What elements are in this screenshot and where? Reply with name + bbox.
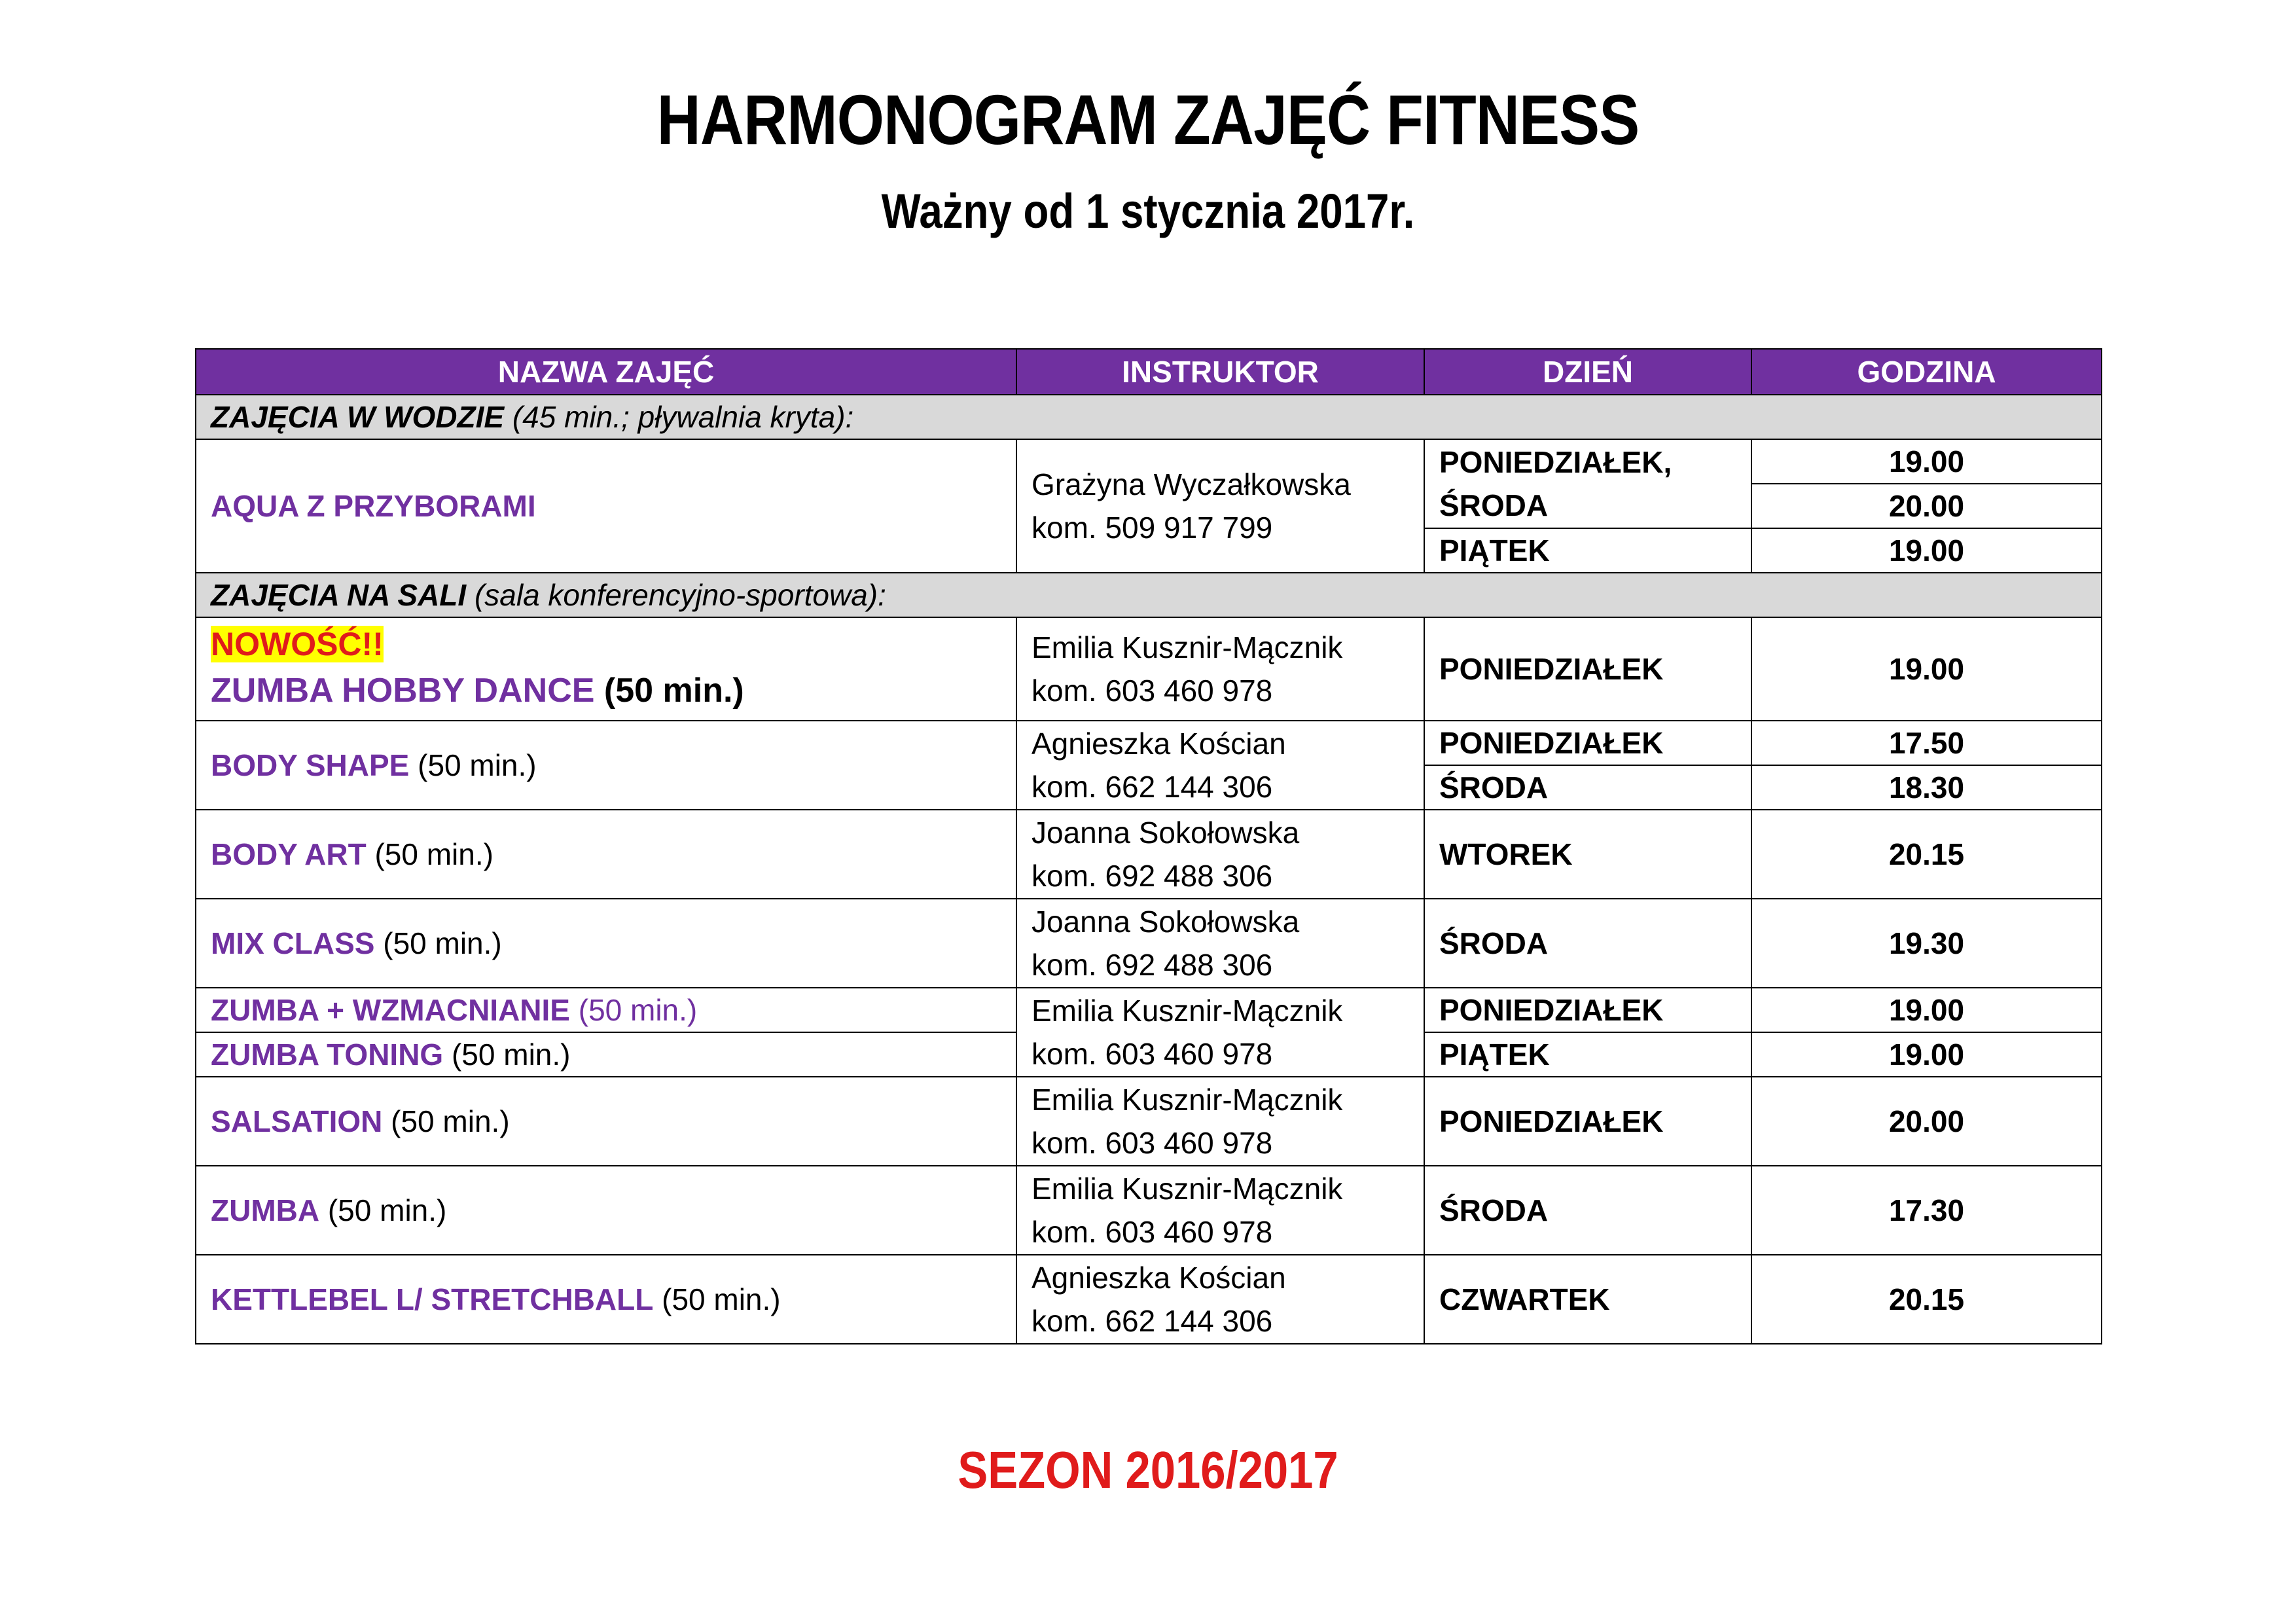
column-header-name: NAZWA ZAJĘĆ xyxy=(196,349,1016,395)
table-row xyxy=(196,1077,2102,1166)
instructor-cell: Emilia Kusznir-Mącznik kom. 603 460 978 xyxy=(1016,1166,1424,1255)
class-name-cell: ZUMBA TONING (50 min.) xyxy=(196,1032,1016,1077)
day-cell: WTOREK xyxy=(1424,810,1751,899)
new-badge: NOWOŚĆ!! xyxy=(211,626,384,662)
instructor-cell: Agnieszka Kościan kom. 662 144 306 xyxy=(1016,1255,1424,1344)
table-header-row xyxy=(196,349,2102,395)
section-label: ZAJĘCIA W WODZIE (45 min.; pływalnia kryta): xyxy=(196,395,2102,439)
table-row xyxy=(196,617,2102,721)
instructor-cell: Emilia Kusznir-Mącznik kom. 603 460 978 xyxy=(1016,1077,1424,1166)
page-subtitle: Ważny od 1 stycznia 2017r. xyxy=(881,184,1415,238)
day-cell: PONIEDZIAŁEK xyxy=(1424,617,1751,721)
hour-cell: 19.00 xyxy=(1751,528,2102,573)
season-label: SEZON 2016/2017 xyxy=(958,1441,1338,1499)
table-row xyxy=(196,721,2102,765)
hour-cell: 20.00 xyxy=(1751,1077,2102,1166)
class-name-cell: ZUMBA + WZMACNIANIE (50 min.) xyxy=(196,988,1016,1032)
hour-cell: 19.30 xyxy=(1751,899,2102,988)
section-row-water xyxy=(196,395,2102,439)
column-header-hour: GODZINA xyxy=(1751,349,2102,395)
day-cell: ŚRODA xyxy=(1424,765,1751,810)
day-cell: ŚRODA xyxy=(1424,1166,1751,1255)
class-name-cell: ZUMBA (50 min.) xyxy=(196,1166,1016,1255)
hour-cell: 19.00 xyxy=(1751,988,2102,1032)
day-cell: CZWARTEK xyxy=(1424,1255,1751,1344)
day-cell: PONIEDZIAŁEK xyxy=(1424,721,1751,765)
instructor-cell: Emilia Kusznir-Mącznik kom. 603 460 978 xyxy=(1016,988,1424,1077)
hour-cell: 20.00 xyxy=(1751,484,2102,528)
instructor-cell: Grażyna Wyczałkowska kom. 509 917 799 xyxy=(1016,439,1424,573)
table-row xyxy=(196,1166,2102,1255)
day-cell: PIĄTEK xyxy=(1424,528,1751,573)
table-row xyxy=(196,439,2102,484)
hour-cell: 20.15 xyxy=(1751,810,2102,899)
section-row-hall xyxy=(196,573,2102,617)
hour-cell: 18.30 xyxy=(1751,765,2102,810)
class-name-cell: AQUA Z PRZYBORAMI xyxy=(196,439,1016,573)
column-header-day: DZIEŃ xyxy=(1424,349,1751,395)
table-row xyxy=(196,810,2102,899)
hour-cell: 20.15 xyxy=(1751,1255,2102,1344)
instructor-cell: Emilia Kusznir-Mącznik kom. 603 460 978 xyxy=(1016,617,1424,721)
class-name-cell: MIX CLASS (50 min.) xyxy=(196,899,1016,988)
class-name-cell: NOWOŚĆ!! ZUMBA HOBBY DANCE (50 min.) xyxy=(196,617,1016,721)
schedule-table xyxy=(195,348,2102,1344)
table-row xyxy=(196,899,2102,988)
day-cell: PONIEDZIAŁEK xyxy=(1424,1077,1751,1166)
hour-cell: 19.00 xyxy=(1751,439,2102,484)
column-header-instructor: INSTRUKTOR xyxy=(1016,349,1424,395)
class-name-cell: BODY ART (50 min.) xyxy=(196,810,1016,899)
hour-cell: 17.50 xyxy=(1751,721,2102,765)
day-cell: PONIEDZIAŁEK, ŚRODA xyxy=(1424,439,1751,528)
day-cell: PONIEDZIAŁEK xyxy=(1424,988,1751,1032)
section-label: ZAJĘCIA NA SALI (sala konferencyjno-sportowa): xyxy=(196,573,2102,617)
instructor-cell: Joanna Sokołowska kom. 692 488 306 xyxy=(1016,810,1424,899)
class-name-cell: SALSATION (50 min.) xyxy=(196,1077,1016,1166)
hour-cell: 17.30 xyxy=(1751,1166,2102,1255)
day-cell: PIĄTEK xyxy=(1424,1032,1751,1077)
table-row xyxy=(196,1255,2102,1344)
instructor-cell: Joanna Sokołowska kom. 692 488 306 xyxy=(1016,899,1424,988)
page-title: HARMONOGRAM ZAJĘĆ FITNESS xyxy=(656,80,1640,159)
hour-cell: 19.00 xyxy=(1751,617,2102,721)
day-cell: ŚRODA xyxy=(1424,899,1751,988)
hour-cell: 19.00 xyxy=(1751,1032,2102,1077)
table-row xyxy=(196,988,2102,1032)
class-name-cell: BODY SHAPE (50 min.) xyxy=(196,721,1016,810)
instructor-cell: Agnieszka Kościan kom. 662 144 306 xyxy=(1016,721,1424,810)
class-name-cell: KETTLEBEL L/ STRETCHBALL (50 min.) xyxy=(196,1255,1016,1344)
